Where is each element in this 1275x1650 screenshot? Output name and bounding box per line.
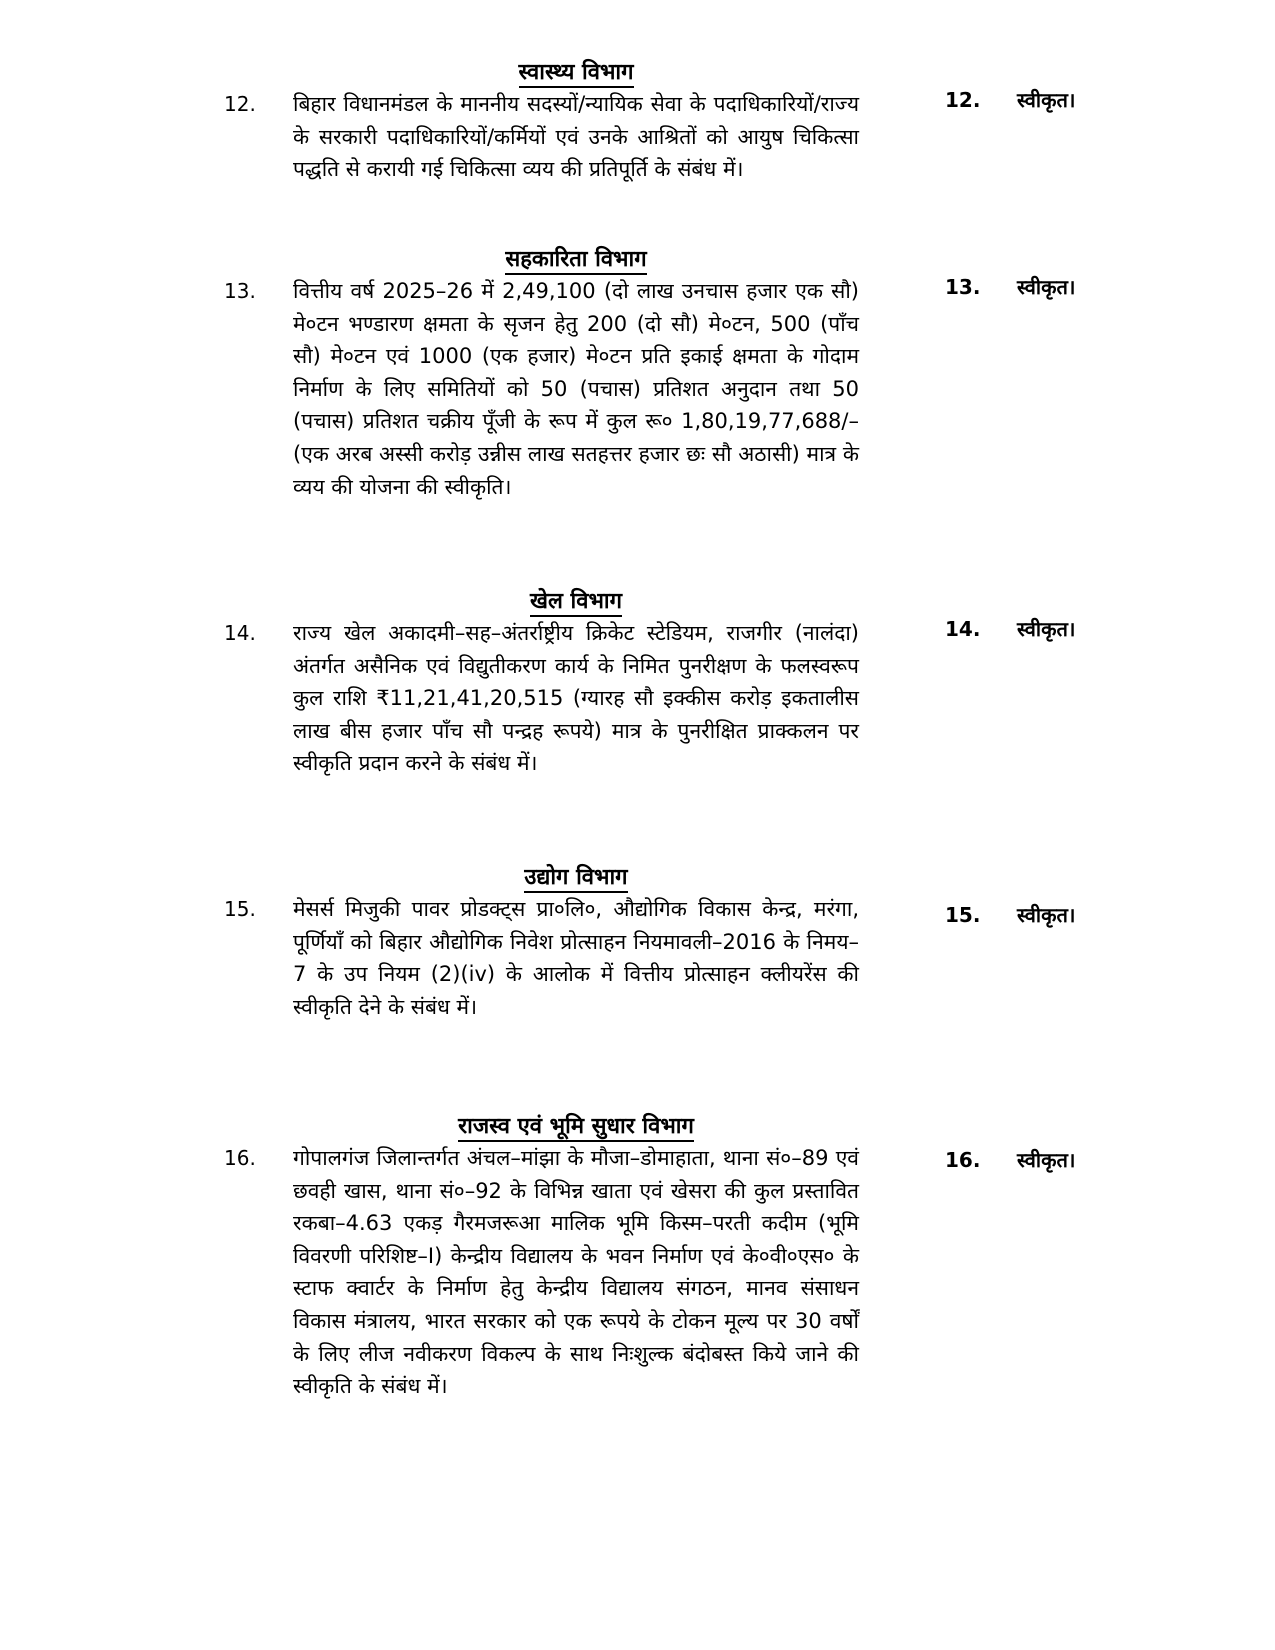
item-description: राज्य खेल अकादमी–सह–अंतर्राष्ट्रीय क्रिकेट स्टेडियम, राजगीर (नालंदा) अंतर्गत असैनिक एवं विद्युतीकरण कार्य के निमित पुनरीक्षण के फलस्वरूप कुल राशि ₹11,21,41,20,515 (ग्यारह सौ इक्कीस करोड़ इकतालीस लाख बीस हजार पाँच सौ पन्द्रह रूपये) मात्र के पुनरीक्षित प्राक्कलन पर स्वीकृति प्रदान करने के संबंध में।: [293, 621, 859, 776]
result-number: 16.: [945, 1148, 981, 1172]
item-number: 12.: [224, 92, 256, 116]
result-status: स्वीकृत।: [1017, 88, 1076, 112]
result-number: 13.: [945, 275, 981, 299]
department-heading: उद्योग विभाग: [293, 863, 859, 893]
result-number: 12.: [945, 88, 981, 112]
department-heading: स्वास्थ्य विभाग: [293, 58, 859, 88]
item-number: 14.: [224, 621, 256, 645]
item-description: गोपालगंज जिलान्तर्गत अंचल–मांझा के मौजा–डोमाहाता, थाना सं०–89 एवं छवही खास, थाना सं०–92 के विभिन्न खाता एवं खेसरा की कुल प्रस्तावित रकबा–4.63 एकड़ गैरमजरूआ मालिक भूमि किस्म–परती कदीम (भूमि विवरणी परिशिष्ट–I) केन्द्रीय विद्यालय के भवन निर्माण एवं के०वी०एस० के स्टाफ क्वार्टर के निर्माण हेतु केन्द्रीय विद्यालय संगठन, मानव संसाधन विकास मंत्रालय, भारत सरकार को एक रूपये के टोकन मूल्य पर 30 वर्षों के लिए लीज नवीकरण विकल्प के साथ निःशुल्क बंदोबस्त किये जाने की स्वीकृति के संबंध में।: [293, 1146, 859, 1399]
department-heading: राजस्व एवं भूमि सुधार विभाग: [293, 1112, 859, 1142]
result-status: स्वीकृत।: [1017, 617, 1076, 641]
result-number: 15.: [945, 903, 981, 927]
result-status: स्वीकृत।: [1017, 275, 1076, 299]
item-number: 16.: [224, 1146, 256, 1170]
item-description: बिहार विधानमंडल के माननीय सदस्यों/न्यायिक सेवा के पदाधिकारियों/राज्य के सरकारी पदाधिकारियों/कर्मियों एवं उनके आश्रितों को आयुष चिकित्सा पद्धति से करायी गई चिकित्सा व्यय की प्रतिपूर्ति के संबंध में।: [293, 92, 859, 182]
department-heading: खेल विभाग: [293, 587, 859, 617]
item-description: वित्तीय वर्ष 2025–26 में 2,49,100 (दो लाख उनचास हजार एक सौ) मे०टन भण्डारण क्षमता के सृजन हेतु 200 (दो सौ) मे०टन, 500 (पाँच सौ) मे०टन एवं 1000 (एक हजार) मे०टन प्रति इकाई क्षमता के गोदाम निर्माण के लिए समितियों को 50 (पचास) प्रतिशत अनुदान तथा 50 (पचास) प्रतिशत चक्रीय पूँजी के रूप में कुल रू० 1,80,19,77,688/–(एक अरब अस्सी करोड़ उन्नीस लाख सतहत्तर हजार छः सौ अठासी) मात्र के व्यय की योजना की स्वीकृति।: [293, 279, 859, 499]
result-status: स्वीकृत।: [1017, 1148, 1076, 1172]
department-heading: सहकारिता विभाग: [293, 245, 859, 275]
item-description: मेसर्स मिजुकी पावर प्रोडक्ट्स प्रा०लि०, औद्योगिक विकास केन्द्र, मरंगा, पूर्णियाँ को बिहार औद्योगिक निवेश प्रोत्साहन नियमावली–2016 के निमय–7 के उप नियम (2)(iv) के आलोक में वित्तीय प्रोत्साहन क्लीयरेंस की स्वीकृति देने के संबंध में।: [293, 897, 859, 1019]
item-number: 15.: [224, 897, 256, 921]
result-number: 14.: [945, 617, 981, 641]
result-status: स्वीकृत।: [1017, 903, 1076, 927]
item-number: 13.: [224, 279, 256, 303]
